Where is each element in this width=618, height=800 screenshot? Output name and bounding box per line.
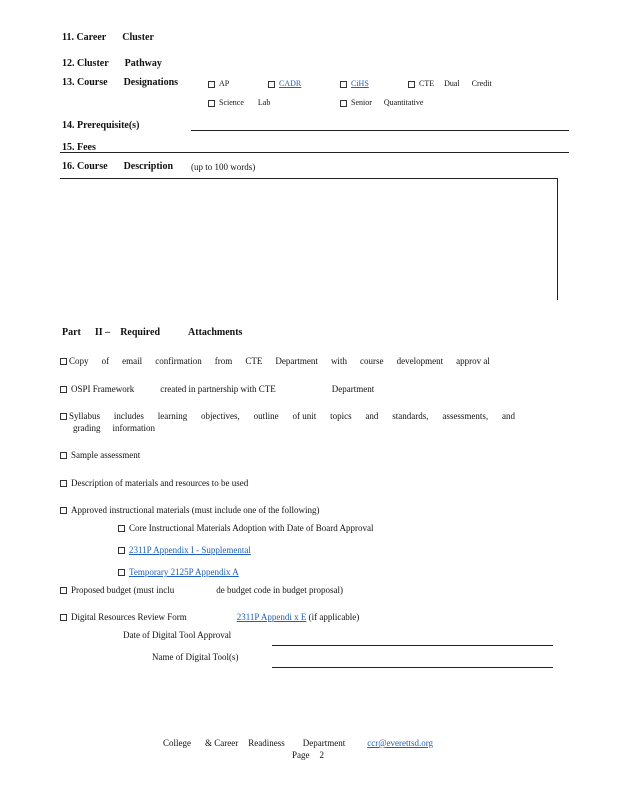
checkbox-icon[interactable] bbox=[118, 525, 125, 532]
checkbox-icon[interactable] bbox=[268, 81, 275, 88]
item-approved-materials: Approved instructional materials (must include one of the following) bbox=[60, 505, 319, 515]
date-of-digital-tool-label: Date of Digital Tool Approval bbox=[123, 630, 232, 640]
date-of-digital-tool-input[interactable] bbox=[272, 645, 553, 646]
description-box-top bbox=[60, 178, 557, 179]
designation-cadr[interactable] bbox=[268, 79, 317, 88]
checkbox-icon[interactable] bbox=[60, 614, 67, 621]
item-syllabus: Syllabus includes learning objectives, outline of unit topics and standards, assessments, and bbox=[60, 411, 515, 421]
checkbox-icon[interactable] bbox=[340, 100, 347, 107]
appendix-e-link[interactable]: 2311P Appendi x E bbox=[236, 612, 307, 622]
footer-page-number: Page 2 bbox=[292, 750, 324, 760]
checkbox-icon[interactable] bbox=[60, 507, 67, 514]
checkbox-icon[interactable] bbox=[60, 358, 67, 365]
item-proposed-budget: Proposed budget (must inclu de budget code in budget proposal) bbox=[60, 585, 343, 595]
footer-email-link[interactable]: ccr@everettsd.org bbox=[367, 738, 434, 748]
checkbox-icon[interactable] bbox=[60, 413, 67, 420]
item-ospi-framework: OSPI Framework created in partnership with CTE Department bbox=[60, 384, 374, 394]
field-15-label: 15. Fees bbox=[62, 142, 96, 153]
item-materials-description: Description of materials and resources to be used bbox=[60, 478, 248, 488]
item-digital-resources: Digital Resources Review Form 2311P Appendi x E (if applicable) bbox=[60, 612, 359, 622]
checkbox-icon[interactable] bbox=[60, 587, 67, 594]
checkbox-icon[interactable] bbox=[340, 81, 347, 88]
field-16-note: (up to 100 words) bbox=[191, 162, 256, 172]
checkbox-icon[interactable] bbox=[60, 452, 67, 459]
cihs-link[interactable]: CiHS bbox=[351, 79, 369, 88]
checkbox-icon[interactable] bbox=[408, 81, 415, 88]
designation-cihs[interactable] bbox=[340, 79, 383, 88]
prerequisite-input-line[interactable] bbox=[191, 130, 569, 131]
checkbox-icon[interactable] bbox=[118, 547, 125, 554]
field-14-label: 14. Prerequisite(s) bbox=[62, 120, 140, 131]
cadr-link[interactable]: CADR bbox=[279, 79, 302, 88]
item-appendix-i bbox=[118, 545, 261, 555]
designation-ap[interactable]: AP bbox=[208, 79, 229, 88]
checkbox-icon[interactable] bbox=[60, 480, 67, 487]
field-16-label: 16. Course Description bbox=[62, 161, 174, 172]
item-syllabus-line2: grading information bbox=[73, 423, 155, 433]
checkbox-icon[interactable] bbox=[208, 100, 215, 107]
item-core-materials: Core Instructional Materials Adoption with Date of Board Approval bbox=[118, 523, 373, 533]
checkbox-icon[interactable] bbox=[118, 569, 125, 576]
designation-science-lab[interactable]: Science Lab bbox=[208, 98, 270, 107]
appendix-i-link[interactable]: 2311P Appendix I - Supplemental bbox=[129, 545, 251, 555]
field-13-label: 13. Course Designations bbox=[62, 77, 179, 88]
course-description-input[interactable] bbox=[60, 180, 555, 298]
footer-department: College & Career Readiness Department ccr@everettsd.org bbox=[163, 738, 465, 748]
field-11-label: 11. Career Cluster bbox=[62, 32, 154, 43]
temporary-appendix-link[interactable]: Temporary 2125P Appendix A bbox=[129, 567, 239, 577]
item-temporary-appendix bbox=[118, 567, 279, 577]
name-of-digital-tool-input[interactable] bbox=[272, 667, 553, 668]
fees-input-line[interactable] bbox=[60, 152, 569, 153]
part-two-heading: Part II – Required Attachments bbox=[62, 327, 243, 338]
checkbox-icon[interactable] bbox=[208, 81, 215, 88]
item-sample-assessment: Sample assessment bbox=[60, 450, 140, 460]
designation-cte-dual-credit[interactable]: CTE Dual Credit bbox=[408, 79, 492, 88]
item-copy-email: Copy of email confirmation from CTE Department with course development approv al bbox=[60, 356, 490, 366]
description-box-right bbox=[557, 178, 558, 300]
field-12-label: 12. Cluster Pathway bbox=[62, 58, 162, 69]
name-of-digital-tool-label: Name of Digital Tool(s) bbox=[152, 652, 239, 662]
checkbox-icon[interactable] bbox=[60, 386, 67, 393]
designation-senior-quant[interactable]: Senior Quantitative bbox=[340, 98, 423, 107]
